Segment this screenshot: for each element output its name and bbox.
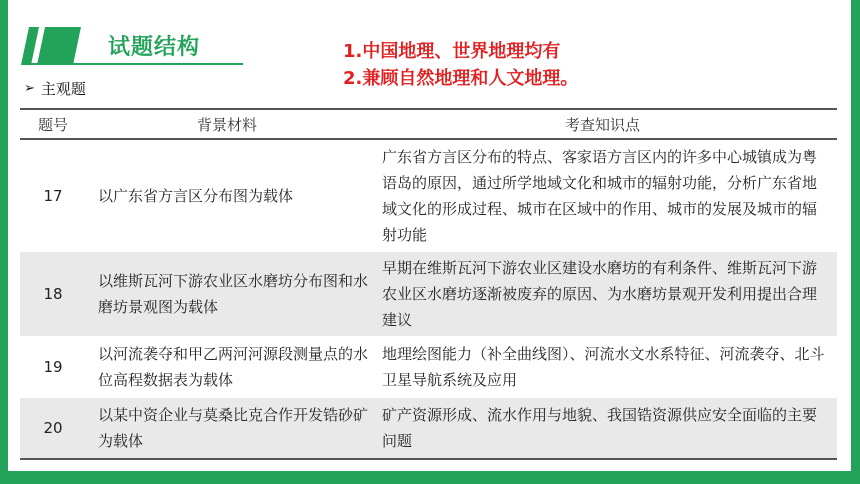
- table-row: [20, 252, 837, 336]
- question-table: [20, 108, 837, 460]
- title-underline: [23, 63, 243, 65]
- col-knowledge: 考查知识点: [368, 109, 837, 139]
- table-header-row: [20, 109, 837, 139]
- row-number: 20: [20, 398, 86, 459]
- row-material: 以河流袭夺和甲乙两河河源段测量点的水位高程数据表为载体: [98, 345, 369, 389]
- header-stripes-icon: [21, 27, 81, 67]
- table-row: [20, 398, 837, 459]
- note-1: 1.中国地理、世界地理均有: [343, 41, 561, 62]
- row-knowledge: 矿产资源形成、流水作用与地貌、我国锆资源供应安全面临的主要问题: [368, 398, 837, 459]
- table-row: [20, 139, 837, 252]
- notes: [343, 38, 578, 92]
- arrow-bullet-icon: ➢: [24, 81, 35, 96]
- row-number: 19: [43, 358, 63, 376]
- table-row: [20, 336, 837, 398]
- row-material: 以某中资企业与莫桑比克合作开发锆砂矿为载体: [86, 398, 368, 459]
- note-2: 2.兼顾自然地理和人文地理。: [343, 68, 579, 89]
- page-title: 试题结构: [108, 35, 201, 60]
- section-heading: [24, 78, 86, 99]
- section-label: 主观题: [40, 80, 86, 98]
- row-material: 以广东省方言区分布图为载体: [98, 187, 294, 205]
- row-knowledge: 早期在维斯瓦河下游农业区建设水磨坊的有利条件、维斯瓦河下游农业区水磨坊逐渐被废弃的原因、为水磨坊景观开发利用提出合理建议: [368, 252, 837, 336]
- row-material: 以维斯瓦河下游农业区水磨坊分布图和水磨坊景观图为载体: [86, 252, 368, 336]
- row-knowledge: 地理绘图能力（补全曲线图）、河流水文水系特征、河流袭夺、北斗卫星导航系统及应用: [382, 345, 825, 389]
- row-number: 17: [43, 187, 63, 205]
- slide: [8, 0, 851, 471]
- col-number: 题号: [20, 109, 86, 139]
- col-material: 背景材料: [86, 109, 368, 139]
- row-number: 18: [20, 252, 86, 336]
- row-knowledge: 广东省方言区分布的特点、客家语方言区内的许多中心城镇成为粤语岛的原因，通过所学地域文化和城市的辐射功能，分析广东省地域文化的形成过程、城市在区域中的作用、城市的发展及城市的辐射功能: [382, 148, 818, 244]
